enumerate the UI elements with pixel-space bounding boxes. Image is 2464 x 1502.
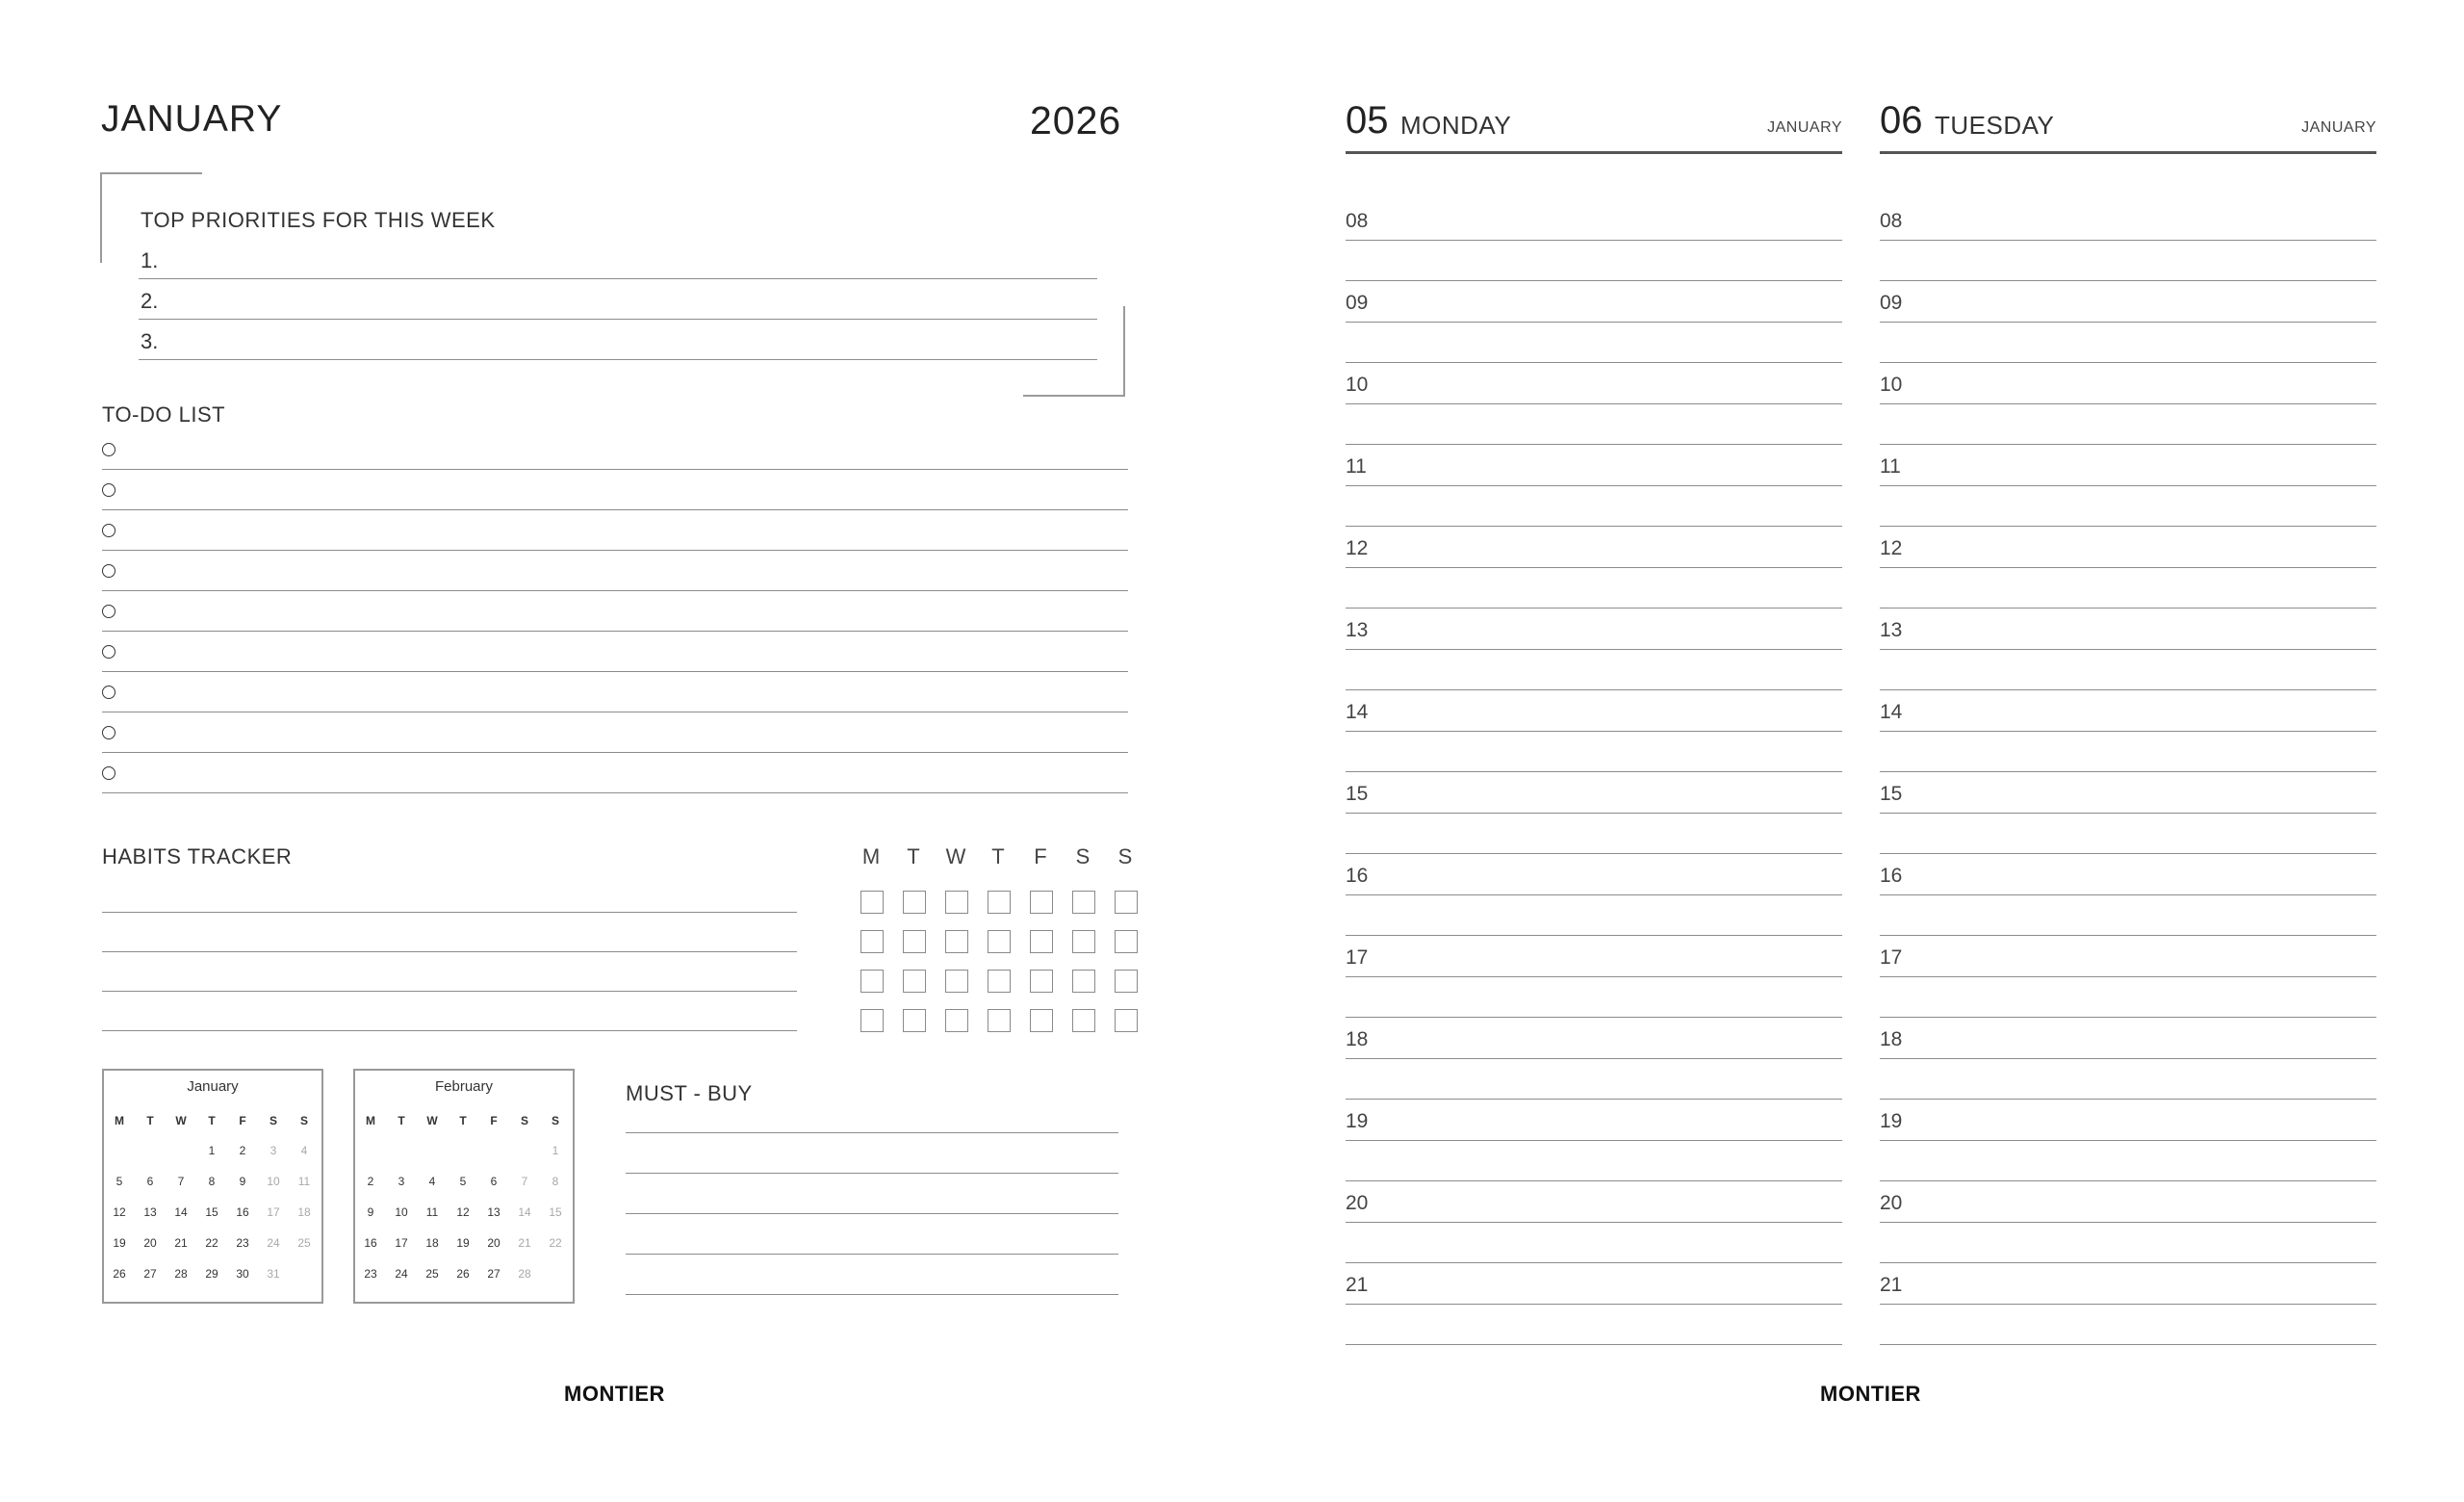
mini-calendar-date: 4 — [300, 1144, 308, 1157]
half-hour-line[interactable] — [1880, 1180, 2376, 1181]
half-hour-line[interactable] — [1346, 935, 1842, 936]
mini-calendar-title: February — [434, 1078, 494, 1095]
hour-line[interactable] — [1880, 813, 2376, 814]
hour-label: 15 — [1346, 783, 1369, 805]
hour-label: 10 — [1880, 374, 1903, 396]
day-name: TUESDAY — [1935, 111, 2055, 140]
todo-line[interactable] — [102, 590, 1128, 591]
mini-calendar-date: 1 — [208, 1144, 216, 1157]
hour-label: 10 — [1346, 374, 1369, 396]
mini-calendar-date: 21 — [518, 1236, 531, 1250]
half-hour-line[interactable] — [1346, 1099, 1842, 1100]
hour-line[interactable] — [1346, 1140, 1842, 1141]
mini-calendar-day-name: T — [146, 1114, 154, 1127]
mini-calendar-date: 5 — [116, 1175, 123, 1188]
year-title: 2026 — [1030, 98, 1122, 142]
mini-calendar-date: 22 — [205, 1236, 218, 1250]
mini-calendar-date: 27 — [487, 1267, 500, 1281]
todo-checkbox[interactable] — [102, 483, 116, 497]
half-hour-line[interactable] — [1346, 1344, 1842, 1345]
todo-line[interactable] — [102, 792, 1128, 793]
habits-title: HABITS TRACKER — [102, 844, 293, 868]
priority-line[interactable] — [139, 319, 1097, 320]
day-month: JANUARY — [2301, 119, 2376, 136]
habit-checkbox[interactable] — [860, 891, 884, 914]
hour-label: 09 — [1880, 292, 1903, 314]
habit-checkbox[interactable] — [1072, 930, 1095, 953]
mini-calendar-date: 28 — [174, 1267, 188, 1281]
mini-calendar-day-name: T — [208, 1114, 216, 1127]
hour-label: 08 — [1880, 210, 1903, 232]
mini-calendar-date: 17 — [395, 1236, 408, 1250]
mini-calendar-date: 21 — [174, 1236, 188, 1250]
habit-day-label: S — [1117, 844, 1133, 868]
habit-line[interactable] — [102, 1030, 797, 1031]
habit-checkbox[interactable] — [1072, 1009, 1095, 1032]
habit-day-label: W — [945, 844, 966, 868]
hour-line[interactable] — [1880, 1222, 2376, 1223]
mini-calendar-date: 23 — [236, 1236, 249, 1250]
hour-line[interactable] — [1880, 894, 2376, 895]
habit-checkbox[interactable] — [945, 891, 968, 914]
habit-checkbox[interactable] — [1115, 930, 1138, 953]
hour-line[interactable] — [1346, 1304, 1842, 1305]
mini-calendar-date: 20 — [487, 1236, 500, 1250]
habit-checkbox[interactable] — [945, 970, 968, 993]
priority-number: 3. — [141, 329, 159, 353]
hour-line[interactable] — [1880, 976, 2376, 977]
mini-calendar-date: 14 — [518, 1205, 531, 1219]
habit-checkbox[interactable] — [1072, 970, 1095, 993]
mini-calendar-date: 8 — [552, 1175, 559, 1188]
mini-calendar-date: 13 — [143, 1205, 157, 1219]
hour-label: 11 — [1346, 455, 1367, 478]
hour-label: 08 — [1346, 210, 1369, 232]
mini-calendar-date: 3 — [398, 1175, 405, 1188]
mini-calendar-date: 26 — [113, 1267, 126, 1281]
hour-line[interactable] — [1880, 403, 2376, 404]
mini-calendar-date: 8 — [208, 1175, 216, 1188]
habit-checkbox[interactable] — [988, 970, 1011, 993]
hour-line[interactable] — [1346, 731, 1842, 732]
hour-line[interactable] — [1346, 322, 1842, 323]
mini-calendar-day-name: F — [239, 1114, 246, 1127]
mini-calendar-title: January — [187, 1078, 239, 1095]
mini-calendar-date: 14 — [174, 1205, 188, 1219]
half-hour-line[interactable] — [1880, 1017, 2376, 1018]
day-header-rule — [1346, 151, 1842, 154]
habit-day-label: T — [991, 844, 1005, 868]
half-hour-line[interactable] — [1880, 1344, 2376, 1345]
mini-calendar-day-name: W — [175, 1114, 187, 1127]
hour-label: 14 — [1346, 701, 1369, 723]
habit-checkbox[interactable] — [1072, 891, 1095, 914]
todo-line[interactable] — [102, 671, 1128, 672]
hour-line[interactable] — [1880, 240, 2376, 241]
todo-checkbox[interactable] — [102, 686, 116, 699]
mini-calendar-date: 6 — [146, 1175, 154, 1188]
mini-calendar-date: 5 — [459, 1175, 467, 1188]
half-hour-line[interactable] — [1346, 526, 1842, 527]
habit-day-label: F — [1034, 844, 1047, 868]
mini-calendar-date: 11 — [297, 1175, 311, 1188]
todo-line[interactable] — [102, 631, 1128, 632]
mini-calendar-date: 18 — [297, 1205, 311, 1219]
half-hour-line[interactable] — [1880, 935, 2376, 936]
half-hour-line[interactable] — [1880, 280, 2376, 281]
mini-calendar-date: 26 — [456, 1267, 470, 1281]
habit-checkbox[interactable] — [903, 970, 926, 993]
mini-calendar-date: 16 — [236, 1205, 249, 1219]
mini-calendar-date: 18 — [425, 1236, 439, 1250]
habit-day-label: M — [861, 844, 881, 868]
half-hour-line[interactable] — [1346, 1017, 1842, 1018]
hour-label: 12 — [1880, 537, 1903, 559]
brand-logo-right: MONTIER — [1820, 1382, 1921, 1406]
habit-checkbox[interactable] — [945, 930, 968, 953]
hour-label: 13 — [1346, 619, 1369, 641]
mini-calendar-date: 3 — [270, 1144, 277, 1157]
day-header-rule — [1880, 151, 2376, 154]
mini-calendar-day-name: F — [490, 1114, 498, 1127]
half-hour-line[interactable] — [1880, 1099, 2376, 1100]
habit-checkbox[interactable] — [988, 930, 1011, 953]
todo-line[interactable] — [102, 509, 1128, 510]
todo-checkbox[interactable] — [102, 524, 116, 537]
mini-calendar-day-name: S — [520, 1114, 528, 1127]
todo-checkbox[interactable] — [102, 443, 116, 456]
must-buy-line[interactable] — [626, 1132, 1118, 1133]
mini-calendar-day-name: T — [398, 1114, 405, 1127]
hour-line[interactable] — [1346, 894, 1842, 895]
habit-checkbox[interactable] — [903, 1009, 926, 1032]
mini-calendar-date: 31 — [267, 1267, 280, 1281]
half-hour-line[interactable] — [1346, 771, 1842, 772]
half-hour-line[interactable] — [1346, 608, 1842, 609]
hour-line[interactable] — [1346, 485, 1842, 486]
mini-calendar-date: 12 — [113, 1205, 126, 1219]
hour-line[interactable] — [1880, 1058, 2376, 1059]
half-hour-line[interactable] — [1346, 280, 1842, 281]
mini-calendar-date: 2 — [367, 1175, 374, 1188]
hour-line[interactable] — [1880, 731, 2376, 732]
mini-calendar-date: 4 — [428, 1175, 436, 1188]
priority-number: 2. — [141, 289, 159, 313]
hour-line[interactable] — [1346, 1222, 1842, 1223]
habit-checkbox[interactable] — [860, 930, 884, 953]
hour-label: 18 — [1346, 1028, 1369, 1050]
todo-checkbox[interactable] — [102, 726, 116, 739]
priorities-title: TOP PRIORITIES FOR THIS WEEK — [141, 208, 496, 232]
half-hour-line[interactable] — [1346, 1180, 1842, 1181]
mini-calendar-date: 7 — [177, 1175, 185, 1188]
habit-checkbox[interactable] — [1115, 970, 1138, 993]
half-hour-line[interactable] — [1880, 526, 2376, 527]
mini-calendar-date: 27 — [143, 1267, 157, 1281]
mini-calendar-date: 10 — [395, 1205, 408, 1219]
half-hour-line[interactable] — [1346, 853, 1842, 854]
mini-calendar-date: 19 — [113, 1236, 126, 1250]
half-hour-line[interactable] — [1880, 608, 2376, 609]
hour-label: 21 — [1346, 1274, 1369, 1296]
hour-line[interactable] — [1346, 240, 1842, 241]
mini-calendar-date: 10 — [267, 1175, 280, 1188]
mini-calendar-day-name: W — [426, 1114, 438, 1127]
todo-title: TO-DO LIST — [102, 402, 226, 427]
hour-line[interactable] — [1346, 403, 1842, 404]
priority-number: 1. — [141, 248, 159, 272]
todo-checkbox[interactable] — [102, 645, 116, 659]
mini-calendar-date: 20 — [143, 1236, 157, 1250]
hour-label: 13 — [1880, 619, 1903, 641]
hour-line[interactable] — [1880, 485, 2376, 486]
mini-calendar-day-name: S — [551, 1114, 559, 1127]
todo-line[interactable] — [102, 752, 1128, 753]
mini-calendar-date: 9 — [367, 1205, 374, 1219]
mini-calendar-date: 1 — [552, 1144, 559, 1157]
hour-label: 15 — [1880, 783, 1903, 805]
mini-calendar-date: 9 — [239, 1175, 246, 1188]
mini-calendar-date: 15 — [205, 1205, 218, 1219]
must-buy-title: MUST - BUY — [626, 1081, 753, 1105]
brand-logo-left: MONTIER — [564, 1382, 665, 1406]
hour-line[interactable] — [1346, 567, 1842, 568]
day-number: 05 — [1346, 99, 1389, 142]
hour-label: 17 — [1880, 946, 1903, 969]
hour-label: 09 — [1346, 292, 1369, 314]
mini-calendar-date: 24 — [395, 1267, 408, 1281]
hour-label: 19 — [1346, 1110, 1369, 1132]
mini-calendar-date: 24 — [267, 1236, 280, 1250]
half-hour-line[interactable] — [1880, 444, 2376, 445]
half-hour-line[interactable] — [1346, 1262, 1842, 1263]
must-buy-line[interactable] — [626, 1213, 1118, 1214]
todo-checkbox[interactable] — [102, 564, 116, 578]
half-hour-line[interactable] — [1346, 444, 1842, 445]
habit-checkbox[interactable] — [1115, 1009, 1138, 1032]
todo-checkbox[interactable] — [102, 766, 116, 780]
habit-checkbox[interactable] — [988, 1009, 1011, 1032]
mini-calendar-date: 25 — [425, 1267, 439, 1281]
hour-label: 12 — [1346, 537, 1369, 559]
todo-checkbox[interactable] — [102, 605, 116, 618]
mini-calendar-date: 30 — [236, 1267, 249, 1281]
todo-line[interactable] — [102, 550, 1128, 551]
mini-calendar-february — [353, 1069, 575, 1304]
habit-checkbox[interactable] — [1030, 930, 1053, 953]
mini-calendar-date: 11 — [425, 1205, 439, 1219]
priority-line[interactable] — [139, 359, 1097, 360]
mini-calendar-date: 6 — [490, 1175, 498, 1188]
hour-label: 17 — [1346, 946, 1369, 969]
mini-calendar-day-name: M — [366, 1114, 375, 1127]
priority-line[interactable] — [139, 278, 1097, 279]
mini-calendar-day-name: S — [299, 1114, 308, 1127]
mini-calendar-day-name: M — [115, 1114, 124, 1127]
mini-calendar-date: 12 — [456, 1205, 470, 1219]
hour-line[interactable] — [1880, 1304, 2376, 1305]
hour-label: 16 — [1346, 865, 1369, 887]
habit-checkbox[interactable] — [1030, 891, 1053, 914]
mini-calendar-january — [102, 1069, 323, 1304]
hour-line[interactable] — [1880, 567, 2376, 568]
hour-line[interactable] — [1346, 1058, 1842, 1059]
half-hour-line[interactable] — [1346, 689, 1842, 690]
must-buy-line[interactable] — [626, 1294, 1118, 1295]
habit-checkbox[interactable] — [1030, 1009, 1053, 1032]
mini-calendar-date: 17 — [267, 1205, 280, 1219]
habit-checkbox[interactable] — [903, 930, 926, 953]
habit-day-label: S — [1075, 844, 1091, 868]
habit-checkbox[interactable] — [1115, 891, 1138, 914]
half-hour-line[interactable] — [1346, 362, 1842, 363]
hour-label: 21 — [1880, 1274, 1903, 1296]
habit-checkbox[interactable] — [1030, 970, 1053, 993]
hour-label: 11 — [1880, 455, 1901, 478]
habit-checkbox[interactable] — [860, 1009, 884, 1032]
mini-calendar-day-name: S — [269, 1114, 277, 1127]
mini-calendar-date: 22 — [549, 1236, 562, 1250]
must-buy-line[interactable] — [626, 1173, 1118, 1174]
priorities-bracket-bottom — [1023, 306, 1125, 397]
mini-calendar-date: 7 — [521, 1175, 528, 1188]
todo-line[interactable] — [102, 469, 1128, 470]
half-hour-line[interactable] — [1880, 362, 2376, 363]
mini-calendar-date: 28 — [518, 1267, 531, 1281]
hour-line[interactable] — [1880, 649, 2376, 650]
habit-line[interactable] — [102, 991, 797, 992]
day-name: MONDAY — [1400, 111, 1512, 140]
hour-label: 14 — [1880, 701, 1903, 723]
mini-calendar-date: 29 — [205, 1267, 218, 1281]
hour-line[interactable] — [1880, 1140, 2376, 1141]
habit-checkbox[interactable] — [988, 891, 1011, 914]
habit-checkbox[interactable] — [903, 891, 926, 914]
month-title: JANUARY — [101, 98, 283, 140]
must-buy-line[interactable] — [626, 1254, 1118, 1255]
mini-calendar-date: 15 — [549, 1205, 562, 1219]
half-hour-line[interactable] — [1880, 1262, 2376, 1263]
mini-calendar-date: 19 — [456, 1236, 470, 1250]
hour-label: 19 — [1880, 1110, 1903, 1132]
half-hour-line[interactable] — [1880, 771, 2376, 772]
mini-calendar-date: 23 — [364, 1267, 377, 1281]
day-number: 06 — [1880, 99, 1923, 142]
hour-line[interactable] — [1346, 649, 1842, 650]
mini-calendar-date: 16 — [364, 1236, 377, 1250]
mini-calendar-date: 25 — [297, 1236, 311, 1250]
habit-day-label: T — [907, 844, 920, 868]
mini-calendar-day-name: T — [459, 1114, 467, 1127]
half-hour-line[interactable] — [1880, 689, 2376, 690]
hour-label: 20 — [1880, 1192, 1903, 1214]
habit-line[interactable] — [102, 951, 797, 952]
hour-line[interactable] — [1346, 813, 1842, 814]
half-hour-line[interactable] — [1880, 853, 2376, 854]
hour-line[interactable] — [1880, 322, 2376, 323]
habit-checkbox[interactable] — [860, 970, 884, 993]
hour-label: 20 — [1346, 1192, 1369, 1214]
day-month: JANUARY — [1767, 119, 1842, 136]
habit-line[interactable] — [102, 912, 797, 913]
mini-calendar-date: 13 — [487, 1205, 500, 1219]
mini-calendar-date: 2 — [239, 1144, 246, 1157]
hour-line[interactable] — [1346, 976, 1842, 977]
hour-label: 16 — [1880, 865, 1903, 887]
habit-checkbox[interactable] — [945, 1009, 968, 1032]
hour-label: 18 — [1880, 1028, 1903, 1050]
